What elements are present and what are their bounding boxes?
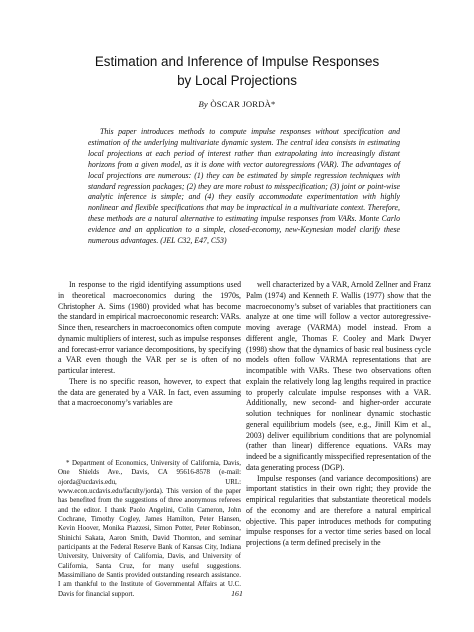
right-column (246, 280, 431, 549)
byline (0, 99, 474, 109)
byline-prefix: By (198, 99, 208, 109)
title-line-2: by Local Projections (177, 73, 297, 88)
body-paragraph: well characterized by a VAR, Arnold Zellner and Franz Palm (1974) and Kenneth F. Wallis (1977) show that the macroeconomy’s subset of variables that practitioners can analyze at one time will follow a vector autoregressive-moving average (VARMA) model instead. From a different angle, Thomas F. Cooley and Mark Dwyer (1998) show that the dynamics of basic real business cycle models often follow VARMA representations that are incompatible with VARs. These two observations often explain the relatively long lag lengths required in practice to properly calculate impulse responses with a VAR. Additionally, new second- and higher-order accurate solution techniques for nonlinear dynamic stochastic general equilibrium models (see, e.g., Jinill Kim et al., 2003) deliver equilibrium conditions that are polynomial (rather than linear) difference equations. VARs may indeed be a significantly misspecified representation of the data generating process (DGP). (246, 280, 431, 472)
left-column (58, 280, 241, 409)
body-paragraph: In response to the rigid identifying assumptions used in theoretical macroeconomics during the 1970s, Christopher A. Sims (1980) provided what has become the standard in empirical macroeconomic research: VARs. Since then, researchers in macroeconomics often compute dynamic multipliers of interest, such as impulse responses and forecast-error variance decompositions, by specifying a VAR even though the VAR per se is often of no particular interest. (58, 280, 241, 375)
body-paragraph: Impulse responses (and variance decompositions) are important statistics in their own right; they provide the empirical regularities that substantiate theoretical models of the economy and are therefore a natural empirical objective. This paper introduces methods for computing impulse responses for a vector time series based on local projections (a term defined precisely in the (246, 473, 431, 547)
abstract (88, 127, 400, 247)
body-paragraph: There is no specific reason, however, to expect that the data are generated by a VAR. In fact, even assuming that a macroeconomy’s variables are (58, 376, 241, 408)
author-name: ÒSCAR JORDÀ* (210, 99, 276, 109)
article-title (0, 52, 474, 90)
title-line-1: Estimation and Inference of Impulse Responses (94, 54, 380, 69)
abstract-text: This paper introduces methods to compute impulse responses without specification and estimation of the underlying multivariate dynamic system. The central idea consists in estimating local projections at each period of interest rather than extrapolating into increasingly distant horizons from a given model, as it is done with vector autoregressions (VAR). The advantages of local projections are numerous: (1) they can be estimated by simple regression techniques with standard regression packages; (2) they are more robust to misspecification; (3) joint or point-wise analytic inference is simple; and (4) they easily accommodate experimentation with highly nonlinear and flexible specifications that may be impractical in a multivariate context. Therefore, these methods are a natural alternative to estimating impulse responses from VARs. Monte Carlo evidence and an application to a simple, closed-economy, new-Keynesian model clarify these numerous advantages. (JEL C32, E47, C53) (88, 127, 400, 246)
page-number: 161 (231, 589, 243, 598)
footnote-text: * Department of Economics, University of California, Davis, One Shields Ave., Davis, CA 95616-8578 (e-mail: ojorda@ucdavis.edu, URL: www.econ.ucdavis.edu/faculty/jorda). This version of the paper has benefited from the suggestions of three anonymous referees and the editor. I thank Paolo Angelini, Colin Cameron, John Cochrane, Timothy Cogley, James Hamilton, Peter Hansen, Kevin Hoover, Monika Piazzesi, Simon Potter, Peter Robinson, Shinichi Sakata, Aaron Smith, David Thornton, and seminar participants at the Federal Reserve Bank of Kansas City, Indiana University, University of California, Davis, and University of California, Santa Cruz, for many useful suggestions. Massimiliano de Santis provided outstanding research assistance. I am thankful to the Institute of Governmental Affairs at U.C. Davis for financial support. (58, 459, 241, 598)
footnote (58, 459, 241, 599)
